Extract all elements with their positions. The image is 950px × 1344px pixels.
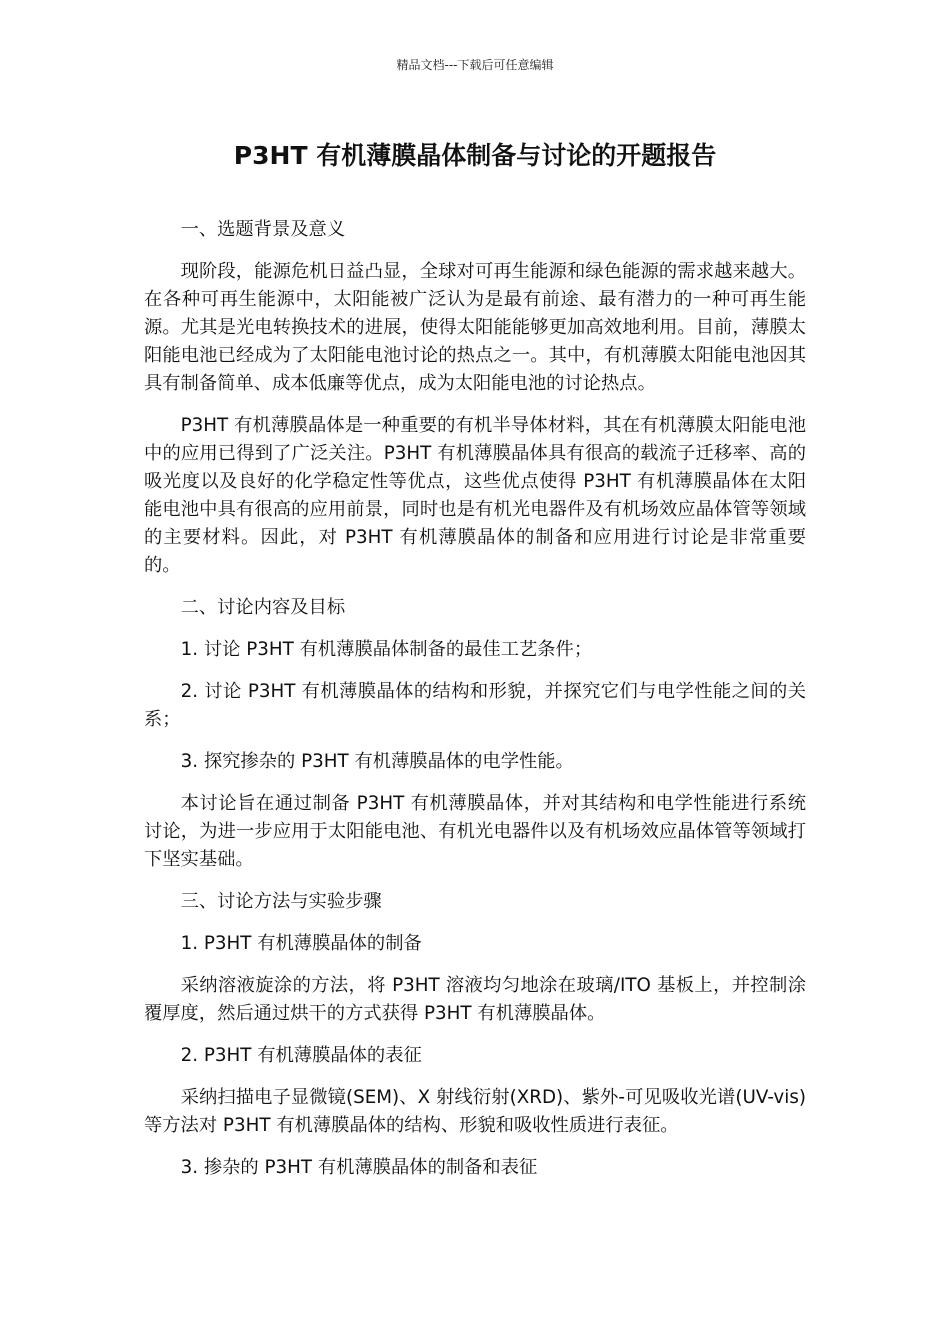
paragraph-characterization: 采纳扫描电子显微镜(SEM)、X 射线衍射(XRD)、紫外-可见吸收光谱(UV-vis)等方法对 P3HT 有机薄膜晶体的结构、形貌和吸收性质进行表征。 [144,1087,806,1136]
section-heading-methods: 三、讨论方法与实验步骤 [180,891,382,912]
list-item-goal-3: 3. 探究掺杂的 P3HT 有机薄膜晶体的电学性能。 [180,751,574,772]
subheading-characterization: 2. P3HT 有机薄膜晶体的表征 [180,1045,422,1066]
section-heading-background: 一、选题背景及意义 [180,219,346,240]
subheading-doping: 3. 掺杂的 P3HT 有机薄膜晶体的制备和表征 [180,1157,538,1178]
paragraph-aim: 本讨论旨在通过制备 P3HT 有机薄膜晶体，并对其结构和电学性能进行系统讨论，为进一步应用于太阳能电池、有机光电器件以及有机场效应晶体管等领域打下坚实基础。 [144,793,806,870]
document-title: P3HT 有机薄膜晶体制备与讨论的开题报告 [233,141,717,170]
section-heading-content: 二、讨论内容及目标 [180,597,346,618]
paragraph-background-1: 现阶段，能源危机日益凸显，全球对可再生能源和绿色能源的需求越来越大。在各种可再生能源中，太阳能被广泛认为是最有前途、最有潜力的一种可再生能源。尤其是光电转换技术的进展，使得太阳能能够更加高效地利用。目前，薄膜太阳能电池已经成为了太阳能电池讨论的热点之一。其中，有机薄膜太阳能电池因其具有制备简单、成本低廉等优点，成为太阳能电池的讨论热点。 [144,261,806,394]
list-item-goal-1: 1. 讨论 P3HT 有机薄膜晶体制备的最佳工艺条件； [180,639,593,660]
page-header: 精品文档---下载后可任意编辑 [396,58,554,72]
subheading-preparation: 1. P3HT 有机薄膜晶体的制备 [180,933,422,954]
paragraph-background-2: P3HT 有机薄膜晶体是一种重要的有机半导体材料，其在有机薄膜太阳能电池中的应用已得到了广泛关注。P3HT 有机薄膜晶体具有很高的载流子迁移率、高的吸光度以及良好的化学稳定性等优点，这些优点使得 P3HT 有机薄膜晶体在太阳能电池中具有很高的应用前景，同时也是有机光电器件及有机场效应晶体管等领域的主要材料。因此，对 P3HT 有机薄膜晶体的制备和应用进行讨论是非常重要的。 [144,415,806,576]
list-item-goal-2: 2. 讨论 P3HT 有机薄膜晶体的结构和形貌，并探究它们与电学性能之间的关系； [144,681,806,730]
paragraph-preparation: 采纳溶液旋涂的方法，将 P3HT 溶液均匀地涂在玻璃/ITO 基板上，并控制涂覆厚度，然后通过烘干的方式获得 P3HT 有机薄膜晶体。 [144,975,806,1024]
document-body [144,216,806,1196]
